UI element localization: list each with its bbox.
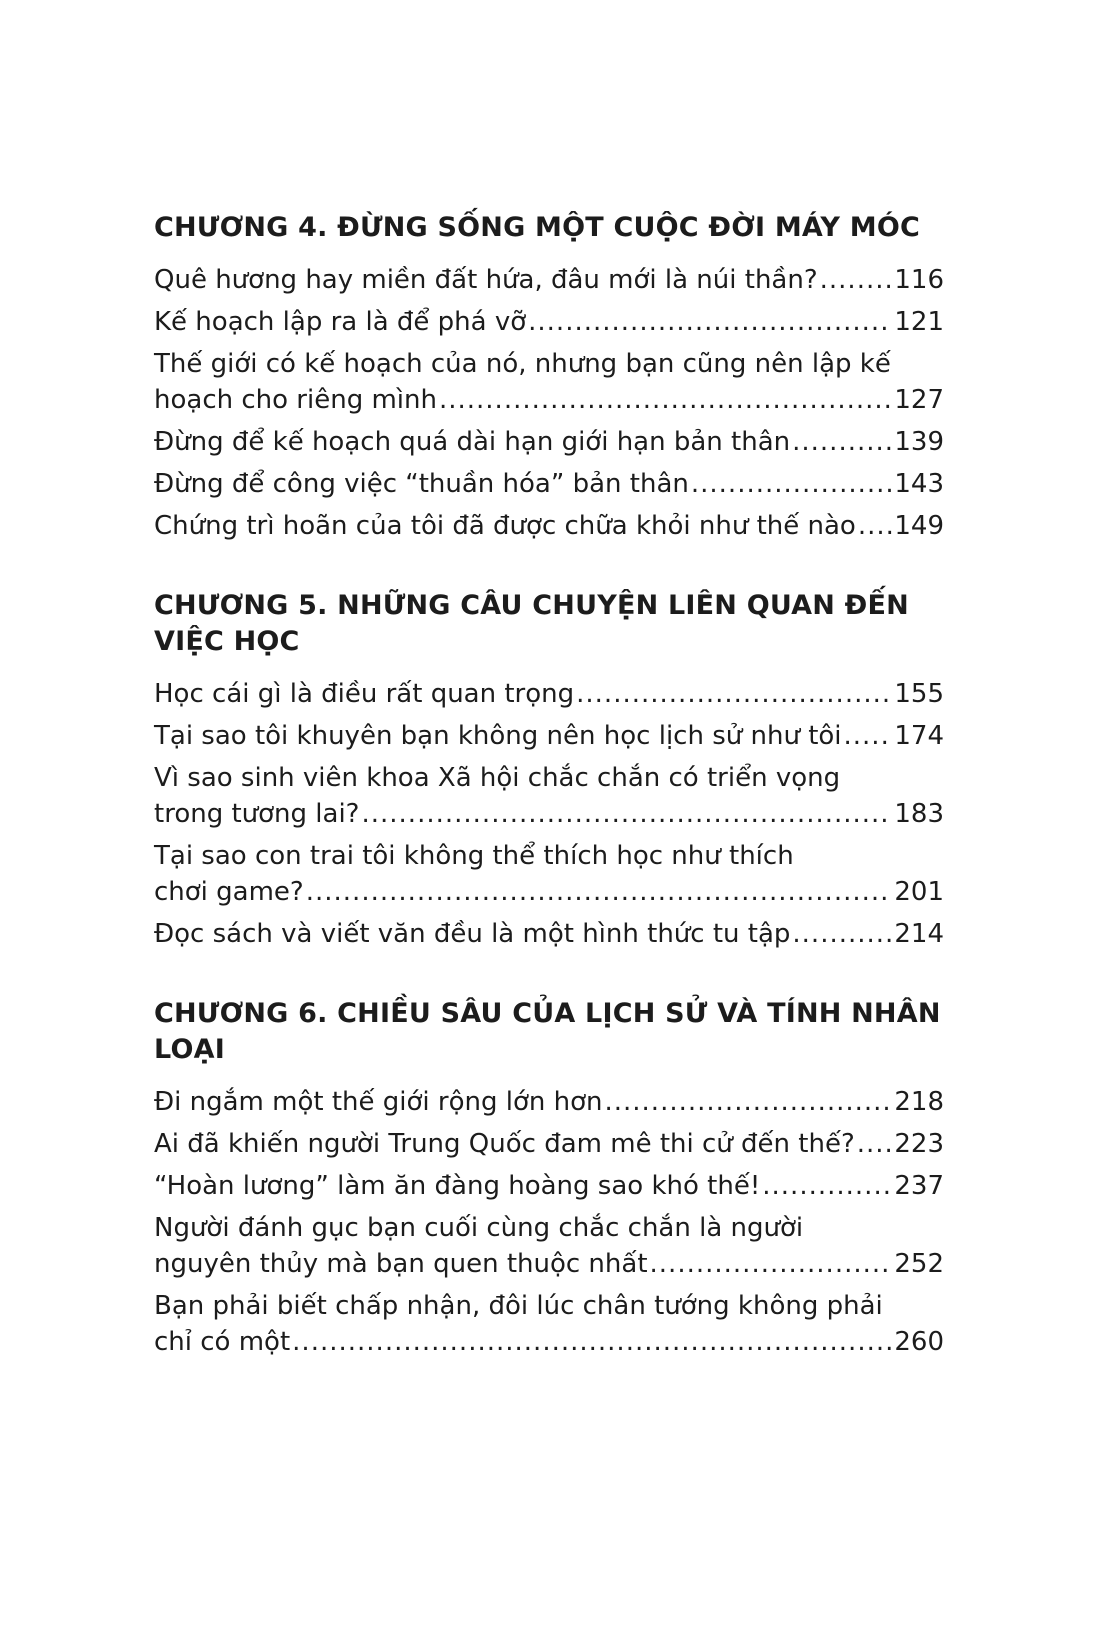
toc-entry[interactable] <box>154 1126 944 1162</box>
entry-title: chỉ có một <box>154 1327 291 1357</box>
entry-title: chơi game? <box>154 877 304 907</box>
entry-title: Đừng để công việc “thuần hóa” bản thân <box>154 469 689 499</box>
page-number: 237 <box>894 1171 944 1201</box>
page-number: 223 <box>894 1129 944 1159</box>
entry-title: Kế hoạch lập ra là để phá vỡ <box>154 307 527 337</box>
chapter-6 <box>154 996 944 1360</box>
entry-title: Tại sao tôi khuyên bạn không nên học lịch sử như tôi <box>154 721 842 751</box>
page-number: 252 <box>894 1249 944 1279</box>
table-of-contents <box>154 210 944 1404</box>
page-number: 260 <box>894 1327 944 1357</box>
entry-title: Học cái gì là điều rất quan trọng <box>154 679 575 709</box>
leader-dots <box>820 262 893 298</box>
page-number: 174 <box>894 721 944 751</box>
page-number: 155 <box>894 679 944 709</box>
entry-title: Đi ngắm một thế giới rộng lớn hơn <box>154 1087 603 1117</box>
page-number: 127 <box>894 385 944 415</box>
toc-entry[interactable] <box>154 1168 944 1204</box>
entry-title: Chứng trì hoãn của tôi đã được chữa khỏi như thế nào <box>154 511 856 541</box>
toc-entry[interactable] <box>154 262 944 298</box>
toc-entry[interactable] <box>154 1210 944 1282</box>
entry-title: trong tương lai? <box>154 799 360 829</box>
entry-title-line1: Bạn phải biết chấp nhận, đôi lúc chân tướng không phải <box>154 1291 883 1321</box>
page-number: 214 <box>894 919 944 949</box>
toc-entry[interactable] <box>154 838 944 910</box>
leader-dots <box>576 676 892 712</box>
leader-dots <box>691 466 892 502</box>
toc-entry[interactable] <box>154 424 944 460</box>
page-number: 139 <box>894 427 944 457</box>
toc-entry[interactable] <box>154 466 944 502</box>
chapter-title: CHƯƠNG 6. CHIỀU SÂU CỦA LỊCH SỬ VÀ TÍNH NHÂN LOẠI <box>154 998 941 1065</box>
leader-dots <box>604 1084 892 1120</box>
leader-dots <box>292 1324 892 1360</box>
page-number: 218 <box>894 1087 944 1117</box>
toc-entry[interactable] <box>154 718 944 754</box>
page-number: 143 <box>894 469 944 499</box>
leader-dots <box>439 382 892 418</box>
toc-entry[interactable] <box>154 760 944 832</box>
entry-title: Ai đã khiến người Trung Quốc đam mê thi cử đến thế? <box>154 1129 855 1159</box>
page-number: 116 <box>894 265 944 295</box>
page-number: 121 <box>894 307 944 337</box>
entry-title: hoạch cho riêng mình <box>154 385 437 415</box>
chapter-entries <box>154 676 944 952</box>
leader-dots <box>650 1246 893 1282</box>
leader-dots <box>792 424 892 460</box>
toc-entry[interactable] <box>154 304 944 340</box>
entry-title: nguyên thủy mà bạn quen thuộc nhất <box>154 1249 648 1279</box>
chapter-title: CHƯƠNG 5. NHỮNG CÂU CHUYỆN LIÊN QUAN ĐẾN VIỆC HỌC <box>154 590 909 657</box>
toc-entry[interactable] <box>154 1288 944 1360</box>
page-number: 201 <box>894 877 944 907</box>
toc-entry[interactable] <box>154 346 944 418</box>
entry-title: Đừng để kế hoạch quá dài hạn giới hạn bản thân <box>154 427 791 457</box>
toc-entry[interactable] <box>154 676 944 712</box>
leader-dots <box>762 1168 892 1204</box>
toc-entry[interactable] <box>154 916 944 952</box>
entry-title: Quê hương hay miền đất hứa, đâu mới là núi thần? <box>154 265 818 295</box>
leader-dots <box>361 796 892 832</box>
page-number: 183 <box>894 799 944 829</box>
leader-dots <box>858 508 893 544</box>
entry-title: “Hoàn lương” làm ăn đàng hoàng sao khó thế! <box>154 1171 761 1201</box>
leader-dots <box>306 874 893 910</box>
leader-dots <box>528 304 892 340</box>
toc-entry[interactable] <box>154 1084 944 1120</box>
chapter-entries <box>154 1084 944 1360</box>
entry-title-line1: Tại sao con trai tôi không thể thích học như thích <box>154 841 794 871</box>
leader-dots <box>844 718 893 754</box>
chapter-entries <box>154 262 944 544</box>
chapter-title: CHƯƠNG 4. ĐỪNG SỐNG MỘT CUỘC ĐỜI MÁY MÓC <box>154 212 921 243</box>
entry-title-line1: Vì sao sinh viên khoa Xã hội chắc chắn có triển vọng <box>154 763 841 793</box>
toc-entry[interactable] <box>154 508 944 544</box>
entry-title-line1: Thế giới có kế hoạch của nó, nhưng bạn cũng nên lập kế <box>154 349 891 379</box>
leader-dots <box>792 916 892 952</box>
page-number: 149 <box>894 511 944 541</box>
chapter-4 <box>154 210 944 544</box>
chapter-5 <box>154 588 944 952</box>
entry-title: Đọc sách và viết văn đều là một hình thức tu tập <box>154 919 791 949</box>
leader-dots <box>857 1126 893 1162</box>
entry-title-line1: Người đánh gục bạn cuối cùng chắc chắn là người <box>154 1213 804 1243</box>
